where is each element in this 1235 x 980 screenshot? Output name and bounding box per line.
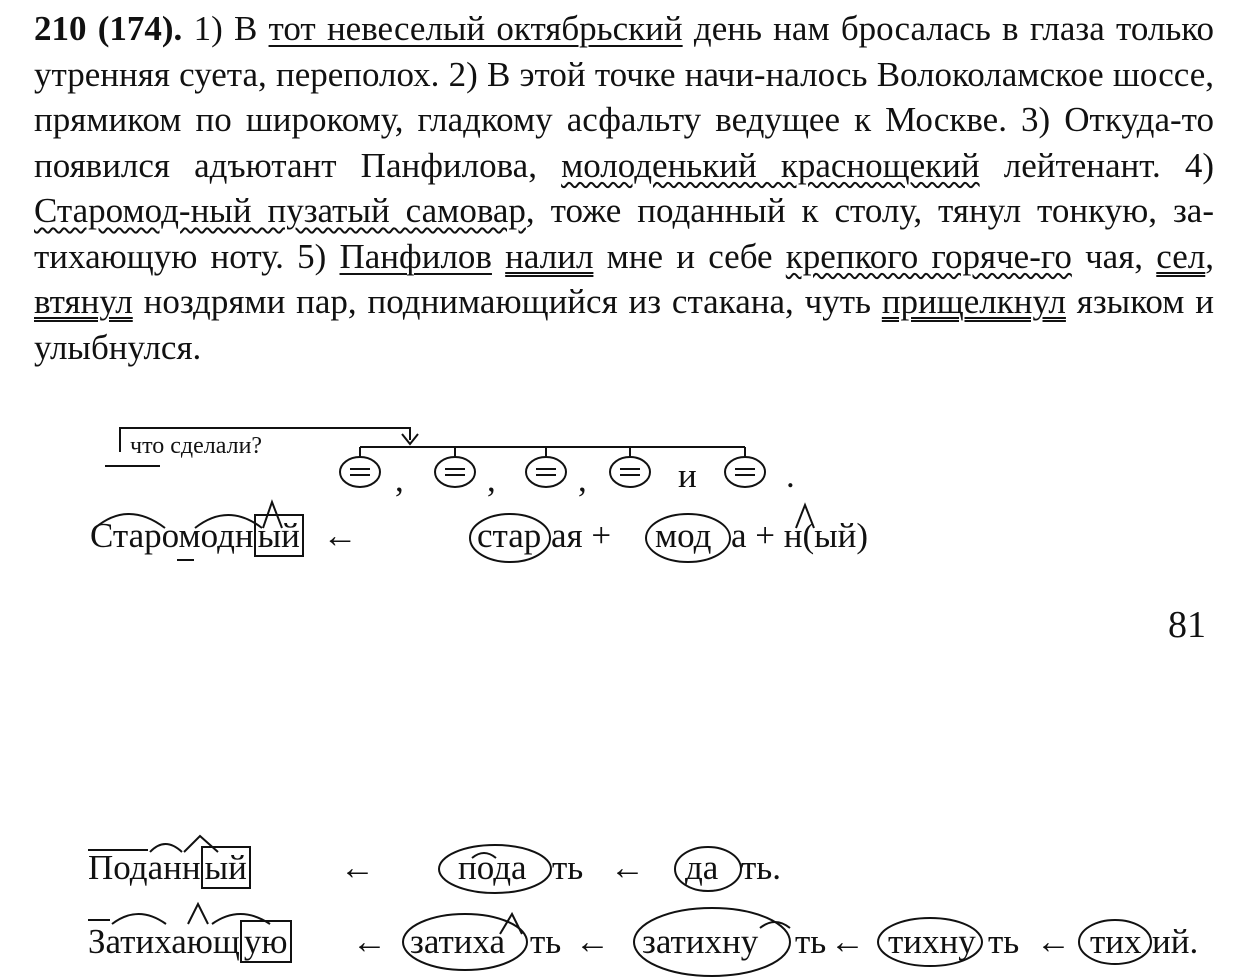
- subject-underlined: Панфилов: [339, 236, 492, 276]
- text-segment: день нам бросалась в глаза только утренняя суета, переполох. 2) В этой точке начи-: [34, 9, 1215, 94]
- word-ending: ый: [254, 514, 304, 557]
- word-stem: Старомодн: [90, 516, 254, 555]
- word-stem: Поданн: [88, 848, 201, 887]
- text-segment: мне и себе: [593, 236, 786, 276]
- apposition-underlined: молоденький краснощекий: [561, 145, 980, 185]
- text-segment: , тоже поданный к столу, тянул тонкую, за-тихающую ноту. 5): [34, 191, 1214, 276]
- attribute-underlined: крепкого горяче-го: [785, 236, 1072, 276]
- derivation-arrow: ←: [575, 922, 610, 961]
- word2-r2: да: [685, 848, 719, 887]
- scheme-comma: ,: [487, 460, 496, 499]
- text-segment: лейтенант. 4): [979, 145, 1214, 185]
- word-stem: Затихающ: [88, 922, 240, 961]
- word-analysis-zatikhayushchuyu: [88, 922, 292, 962]
- text-segment: налось Волоколамское шоссе, прямиком по широкому, гладкому асфальту ведущее к Москве. 3) Откуда-то появился адъютант Панфилова,: [34, 54, 1214, 185]
- text-segment: языком и улыбнулся.: [34, 282, 1214, 367]
- exercise-number: 210 (174).: [34, 9, 183, 48]
- word3-r1: затиха: [410, 922, 506, 961]
- word1-p2: ая +: [551, 516, 612, 555]
- word-analysis-podanny: [88, 848, 251, 888]
- predicate-oval: [725, 457, 765, 487]
- word3-r3: тихну: [888, 922, 976, 961]
- word2-r1: пода: [458, 848, 527, 887]
- page-number: 81: [1168, 604, 1206, 646]
- text-segment: чая,: [1071, 236, 1157, 276]
- text-segment: 1) В: [193, 9, 269, 48]
- derivation-arrow: ←: [322, 516, 358, 555]
- word1-p4: а + н(ый): [731, 516, 869, 555]
- scheme-comma: ,: [395, 460, 404, 499]
- predicate-underlined: сел: [1156, 236, 1206, 276]
- subject-phrase-underlined: Старомод-ный пузатый самовар: [34, 191, 526, 230]
- word3-r2: затихну: [642, 922, 759, 961]
- word-analysis-staromodny: [90, 516, 358, 556]
- word3-r1-end: ть: [530, 922, 562, 961]
- predicate-underlined: втянул: [34, 282, 133, 321]
- text-segment: ,: [1205, 236, 1214, 276]
- word3-r3-end: ть: [988, 922, 1020, 961]
- predicate-oval: [435, 457, 475, 487]
- predicate-oval: [340, 457, 380, 487]
- predicate-oval: [610, 457, 650, 487]
- word3-r4-end: ий.: [1152, 922, 1199, 961]
- word3-r4: тих: [1090, 922, 1142, 961]
- scheme-comma: ,: [578, 460, 587, 499]
- word1-p1: стар: [477, 516, 542, 555]
- predicate-underlined: прищелкнул: [881, 282, 1066, 321]
- derivation-arrow: ←: [610, 848, 645, 887]
- word-ending: ую: [240, 920, 292, 963]
- scheme-conjunction: и: [678, 456, 697, 495]
- word3-r2-end: ть: [795, 922, 827, 961]
- word2-r1-end: ть: [552, 848, 584, 887]
- derivation-arrow: ←: [830, 922, 865, 961]
- word-ending: ый: [201, 846, 251, 889]
- derivation-arrow: ←: [1036, 922, 1071, 961]
- predicate-underlined: налил: [505, 236, 594, 276]
- derivation-arrow: ←: [352, 922, 387, 961]
- adverbial-underlined: тот невеселый октябрьский: [268, 9, 683, 48]
- question-label: что сделали?: [130, 433, 263, 459]
- predicate-oval: [526, 457, 566, 487]
- word2-r2-end: ть.: [741, 848, 782, 887]
- derivation-arrow: ←: [340, 848, 375, 887]
- text-segment: ноздрями пар, поднимающийся из стакана, чуть: [132, 282, 882, 321]
- scheme-period: .: [786, 456, 795, 495]
- word1-p3: мод: [655, 516, 712, 555]
